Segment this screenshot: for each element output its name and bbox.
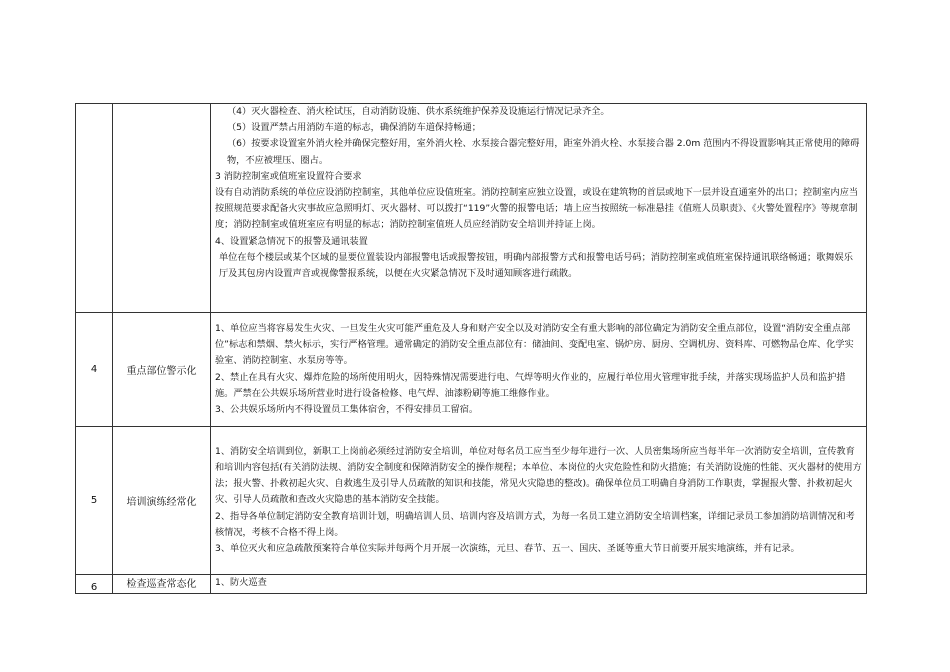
row-number: 4 [76,313,113,427]
row-item-name: 检查巡查常态化 [113,575,211,594]
table-row [76,104,867,313]
content-line: 2、禁止在具有火灾、爆炸危险的场所使用明火，因特殊情况需要进行电、气焊等明火作业的，应履行单位用火管理审批手续，并落实现场监护人员和监护措施。严禁在公共娱乐场所营业时进行设备检修、电气焊、油漆粉刷等施工维修作业。 [215,371,846,399]
row-content [211,313,867,427]
row-item-name [113,104,211,313]
content-line: （5）设置严禁占用消防车道的标志，确保消防车道保持畅通； [227,122,481,134]
row-number: 5 [76,427,113,575]
table-row [76,427,867,575]
content-line: 1、消防安全培训到位，新职工上岗前必须经过消防安全培训，单位对每名员工应当至少每年进行一次、人员密集场所应当每半年一次消防安全培训，宣传教育和培训内容包括(有关消防法规、消防安全制度和保障消防安全的操作规程；本单位、本岗位的火灾危险性和防火措施；有关消防设施的性能、灭火器材的使用方法；报火警、扑救初起火灾、自救逃生及引导人员疏散的知识和技能，常见火灾隐患的整改)。确保单位员工明确自身消防工作职责，掌握报火警、扑救初起火灾、引导人员疏散和查改火灾隐患的基本消防安全技能。 [215,445,862,506]
content-line: 单位在每个楼层或某个区域的显要位置装设内部报警电话或报警按钮，明确内部报警方式和报警电话号码；消防控制室或值班室保持通讯联络畅通；歌舞娱乐厅及其包房内设置声音或视像警报系统，以便在火灾紧急情况下及时通知顾客进行疏散。 [219,251,853,280]
row-content [211,427,867,575]
table-row [76,575,867,594]
content-line: （4）灭火器检查、消火栓试压，自动消防设施、供水系统维护保养及设施运行情况记录齐全。 [227,106,610,117]
content-line: 3、公共娱乐场所内不得设置员工集体宿舍，不得安排员工留宿。 [215,403,479,415]
content-line: 4、设置紧急情况下的报警及通讯装置 [215,235,368,247]
content-line: 设有自动消防系统的单位应设消防控制室，其他单位应设值班室。消防控制室应独立设置，或设在建筑物的首层或地下一层并设直通室外的出口；控制室内应当按照规范要求配备火灾事故应急照明灯、灭火器材、可以拨打“119”火警的报警电话；墙上应当按照统一标准悬挂《值班人员职责》、《火警处置程序》等规章制度；消防控制室或值班室应有明显的标志；消防控制室值班人员应经消防安全培训并持证上岗。 [215,187,859,231]
row-content [211,575,867,594]
row-content [211,104,867,313]
content-line: （6）按要求设置室外消火栓并确保完整好用，室外消火栓、水泵接合器完整好用，距室外消火栓、水泵接合器 2.0m 范围内不得设置影响其正常使用的障碍物，不应被埋压、圈占。 [227,138,860,166]
row-item-name: 重点部位警示化 [113,313,211,427]
content-table [75,103,867,594]
content-line: 3 消防控制室或值班室设置符合要求 [215,170,362,182]
table-row [76,313,867,427]
row-number [76,104,113,313]
row-number: 6 [76,575,113,594]
content-line: 1、单位应当将容易发生火灾、一旦发生火灾可能严重危及人身和财产安全以及对消防安全有重大影响的部位确定为消防安全重点部位，设置“消防安全重点部位”标志和禁烟、禁火标示，实行严格管理。通常确定的消防安全重点部位有：储油间、变配电室、锅炉房、厨房、空调机房、资料库、可燃物品仓库、化学实验室、消防控制室、水泵房等等。 [215,322,854,367]
content-line: 3、单位灭火和应急疏散预案符合单位实际并每两个月开展一次演练，元旦、春节、五一、国庆、圣诞等重大节日前要开展实地演练，并有记录。 [215,543,800,554]
content-line: 2、指导各单位制定消防安全教育培训计划，明确培训人员、培训内容及培训方式，为每一名员工建立消防安全培训档案，详细记录员工参加消防培训情况和考核情况，考核不合格不得上岗。 [215,510,855,538]
row-item-name: 培训演练经常化 [113,427,211,575]
content-line: 1、防火巡查 [215,577,267,588]
